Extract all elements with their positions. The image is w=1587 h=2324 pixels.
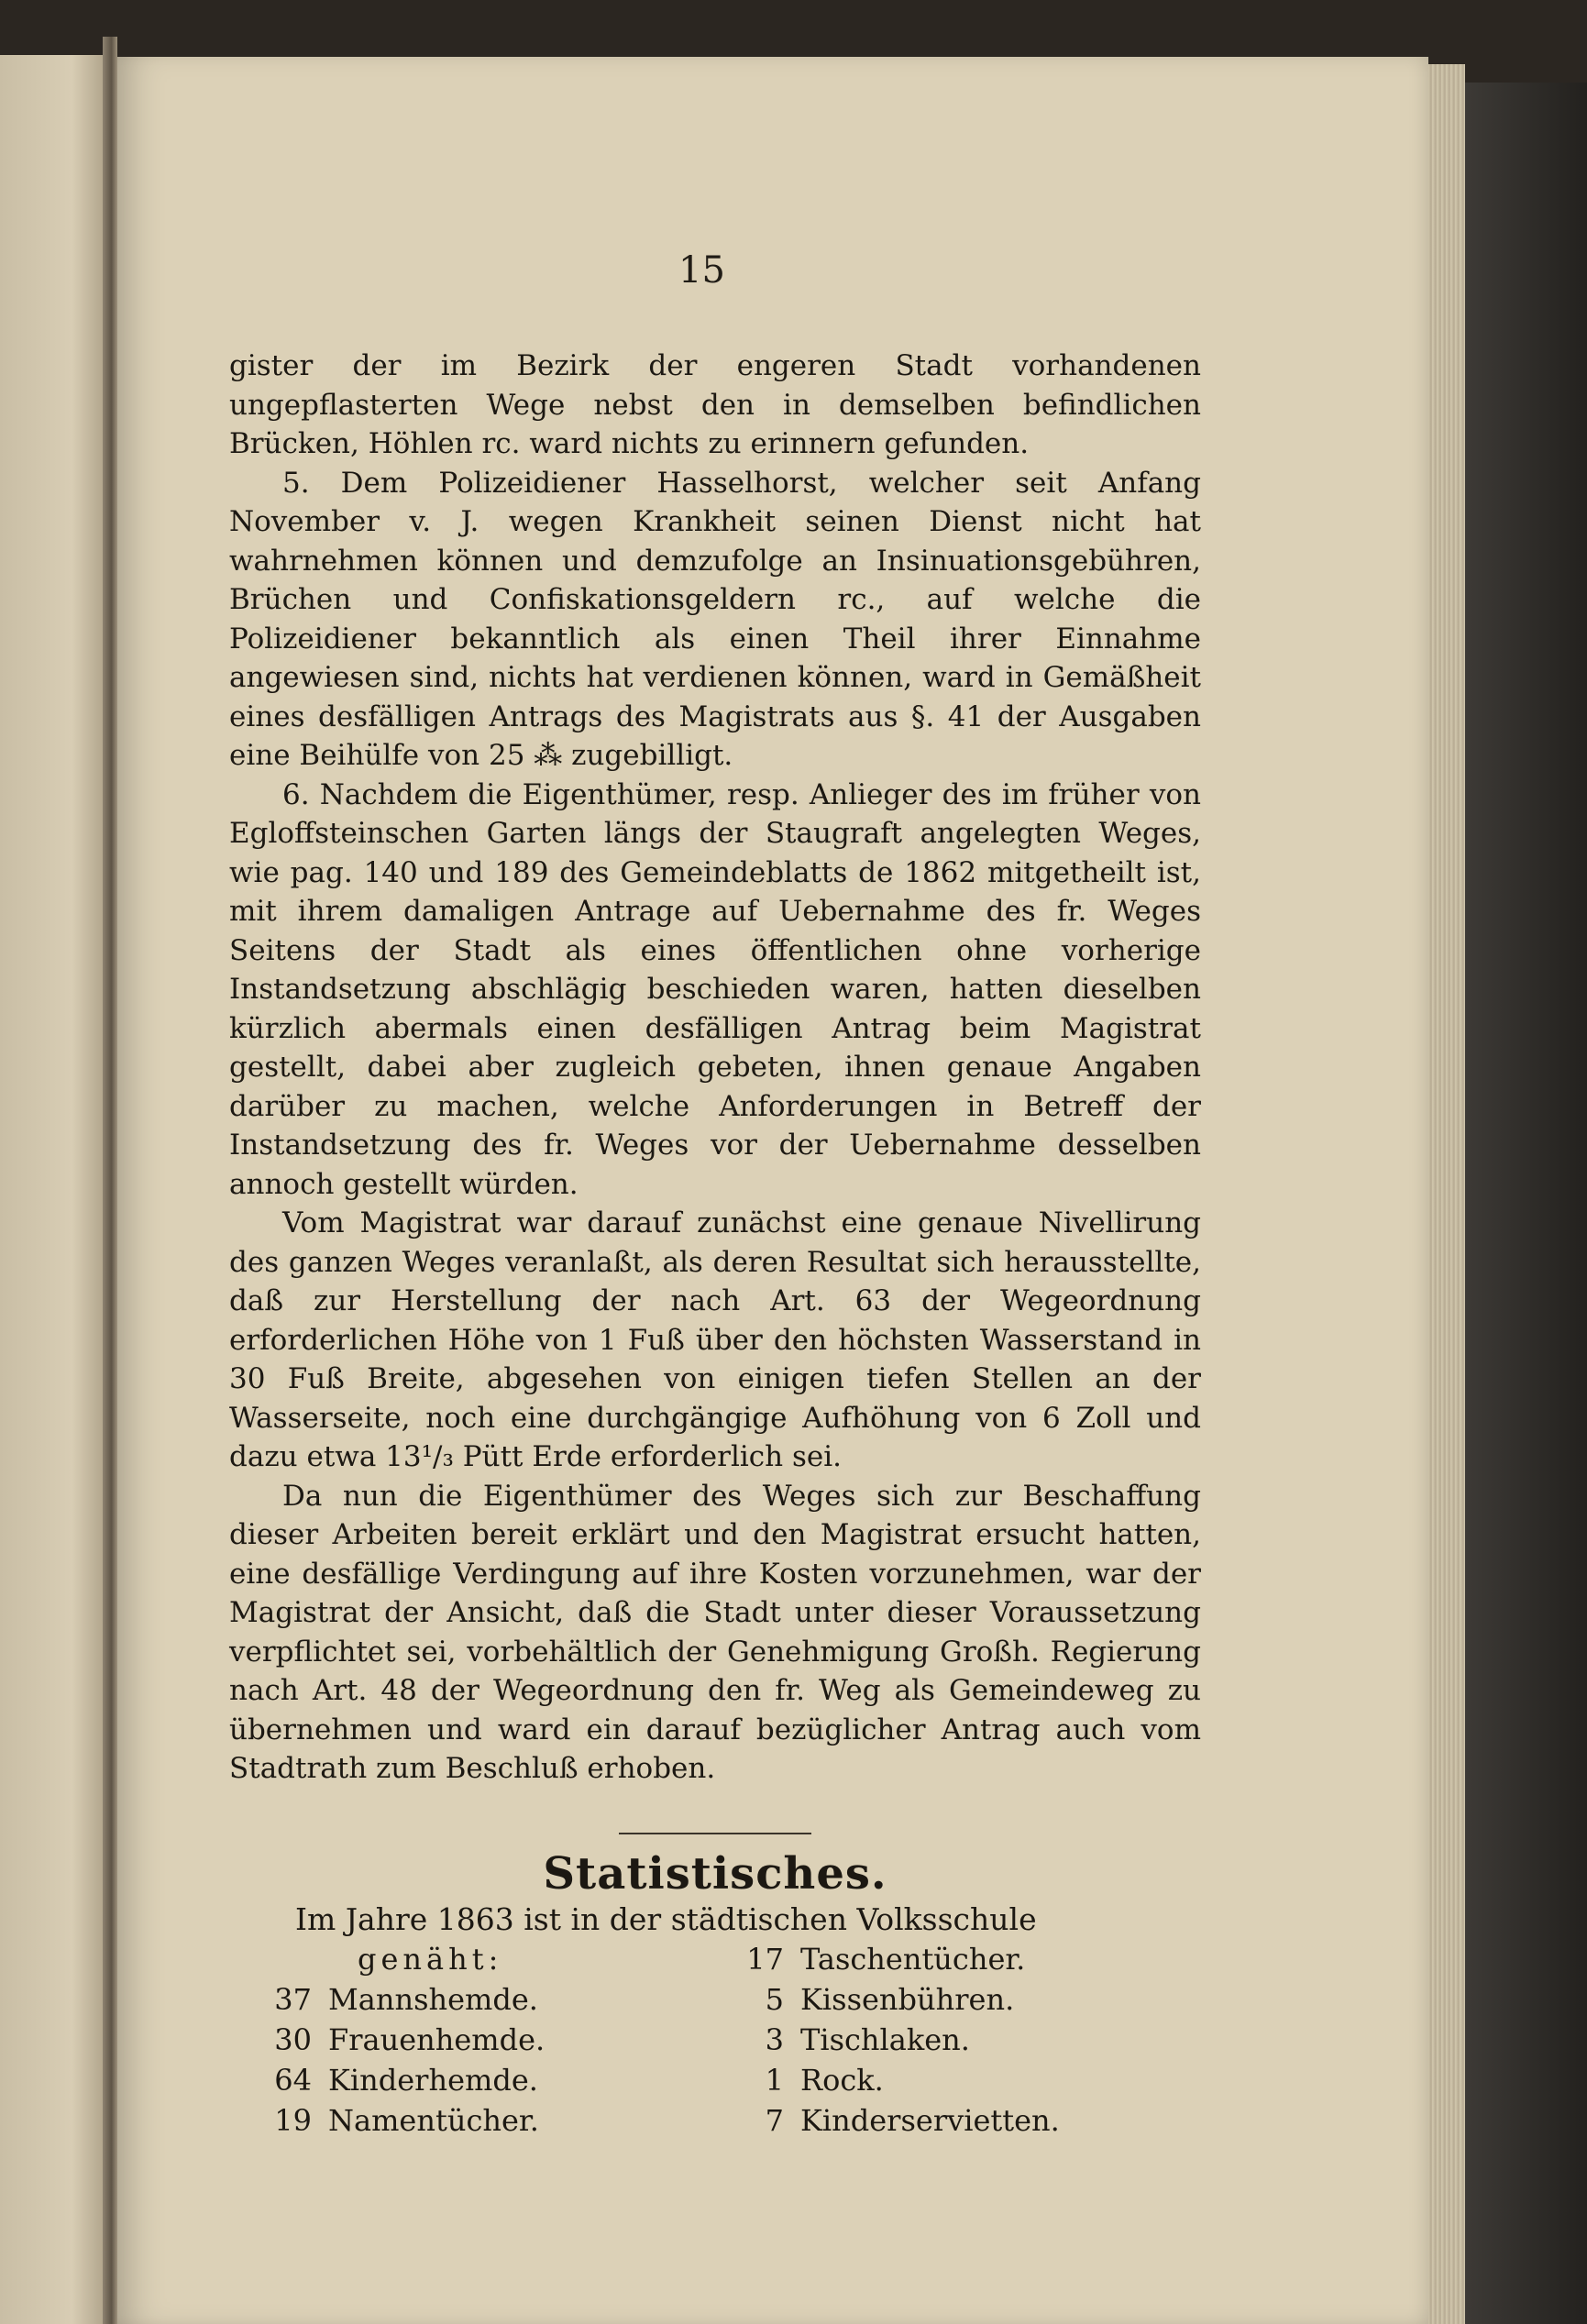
statistics-row bbox=[257, 1980, 729, 2021]
item-count: 3 bbox=[765, 2022, 784, 2057]
statistics-row bbox=[729, 2101, 1201, 2142]
paragraph: 5. Dem Polizeidiener Hasselhorst, welcher seit Anfang November v. J. wegen Krankheit seinen Dienst nicht hat wahrnehmen können und demzufolge an Insinuationsgebühren, Brüchen und Confiskationsgeldern rc., auf welche die Polizeidiener bekanntlich als einen Theil ihrer Einnahme angewiesen sind, nichts hat verdienen können, ward in Gemäßheit eines desfälligen Antrags des Magistrats aus §. 41 der Ausgaben eine Beihülfe von 25 ⁂ zugebilligt. bbox=[229, 466, 1201, 772]
item-name: Kinderhemde. bbox=[328, 2063, 538, 2098]
item-count: 19 bbox=[274, 2103, 312, 2138]
item-name: Mannshemde. bbox=[328, 1982, 538, 2017]
item-count: 1 bbox=[765, 2063, 784, 2098]
spacer bbox=[257, 1940, 729, 1980]
item-count: 64 bbox=[274, 2063, 312, 2098]
statistics-row bbox=[729, 1940, 1201, 1980]
item-name: Tischlaken. bbox=[800, 2022, 970, 2057]
statistics-row bbox=[729, 1980, 1201, 2021]
item-name: Namentücher. bbox=[328, 2103, 539, 2138]
item-count: 5 bbox=[765, 1982, 784, 2017]
page-content bbox=[229, 248, 1201, 2142]
statistics-row bbox=[729, 2021, 1201, 2061]
paragraph: gister der im Bezirk der engeren Stadt vorhandenen ungepflasterten Wege nebst den in demselben befindlichen Brücken, Höhlen rc. ward nichts zu erinnern gefunden. bbox=[229, 349, 1201, 460]
statistics-row bbox=[257, 2021, 729, 2061]
statistics-intro: Im Jahre 1863 ist in der städtischen Volksschule bbox=[295, 1901, 1037, 1937]
paragraph: Vom Magistrat war darauf zunächst eine genaue Nivellirung des ganzen Weges veranlaßt, als deren Resultat sich herausstellte, daß zur Herstellung der nach Art. 63 der Wegeordnung erforderlichen Höhe von 1 Fuß über den höchsten Wasserstand in 30 Fuß Breite, abgesehen von einigen tiefen Stellen an der Wasserseite, noch eine durchgängige Aufhöhung von 6 Zoll und dazu etwa 13¹/₃ Pütt Erde erforderlich sei. bbox=[229, 1206, 1201, 1473]
book-gutter bbox=[103, 37, 117, 2324]
statistics-right-column bbox=[729, 1940, 1201, 2142]
item-name: Rock. bbox=[800, 2063, 884, 2098]
item-name: Kissenbühren. bbox=[800, 1982, 1015, 2017]
left-page-edge bbox=[0, 55, 103, 2324]
item-count: 37 bbox=[274, 1982, 312, 2017]
item-count: 7 bbox=[765, 2103, 784, 2138]
page-number: 15 bbox=[678, 249, 725, 292]
sewn-label: genäht: bbox=[358, 1941, 503, 1977]
statistics-row bbox=[257, 2101, 729, 2142]
item-count: 17 bbox=[746, 1942, 784, 1977]
page-block-edge bbox=[1428, 64, 1465, 2324]
section-divider bbox=[619, 1833, 811, 1834]
book-cover bbox=[1465, 83, 1587, 2324]
statistics-row bbox=[729, 2061, 1201, 2101]
item-count: 30 bbox=[274, 2022, 312, 2057]
item-name: Frauenhemde. bbox=[328, 2022, 546, 2057]
paragraph: 6. Nachdem die Eigenthümer, resp. Anlieger des im früher von Egloffsteinschen Garten längs der Staugraft angelegten Weges, wie pag. 140 und 189 des Gemeindeblatts de 1862 mitgetheilt ist, mit ihrem damaligen Antrage auf Uebernahme des fr. Weges Seitens der Stadt als eines öffentlichen ohne vorherige Instandsetzung abschlägig beschieden waren, hatten dieselben kürzlich abermals einen desfälligen Antrag beim Magistrat gestellt, dabei aber zugleich gebeten, ihnen genaue Angaben darüber zu machen, welche Anforderungen in Betreff der Instandsetzung des fr. Weges vor der Uebernahme desselben annoch gestellt würden. bbox=[229, 777, 1201, 1201]
statistics-left-column bbox=[257, 1940, 729, 2142]
section-heading: Statistisches. bbox=[543, 1847, 887, 1900]
statistics-row bbox=[257, 2061, 729, 2101]
item-name: Kinderservietten. bbox=[800, 2103, 1060, 2138]
item-name: Taschentücher. bbox=[800, 1942, 1026, 1977]
paragraph: Da nun die Eigenthümer des Weges sich zur Beschaffung dieser Arbeiten bereit erklärt und den Magistrat ersucht hatten, eine desfällige Verdingung auf ihre Kosten vorzunehmen, war der Magistrat der Ansicht, daß die Stadt unter dieser Voraussetzung verpflichtet sei, vorbehältlich der Genehmigung Großh. Regierung nach Art. 48 der Wegeordnung den fr. Weg als Gemeindeweg zu übernehmen und ward ein darauf bezüglicher Antrag auch vom Stadtrath zum Beschluß erhoben. bbox=[229, 1479, 1201, 1785]
statistics-table bbox=[257, 1940, 1201, 2142]
